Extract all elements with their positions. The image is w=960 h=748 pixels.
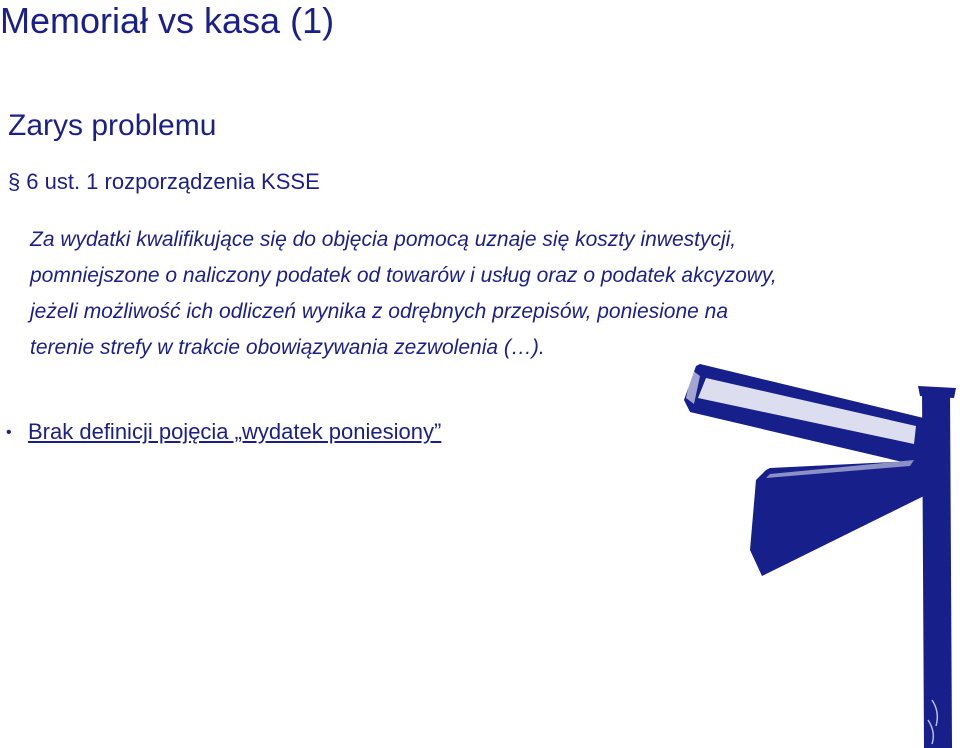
regulation-quote bbox=[30, 222, 950, 366]
quote-line: Za wydatki kwalifikujące się do objęcia pomocą uznaje się koszty inwestycji, bbox=[30, 228, 737, 251]
signpost-bracket bbox=[916, 456, 930, 468]
bullet-text: Brak definicji pojęcia „wydatek poniesiony” bbox=[28, 419, 442, 444]
quote-line: pomniejszone o naliczony podatek od towarów i usług oraz o podatek akcyzowy, bbox=[30, 264, 777, 287]
quote-line: terenie strefy w trakcie obowiązywania zezwolenia (…). bbox=[30, 336, 545, 359]
bullet-item bbox=[6, 418, 441, 447]
signpost-pole-cap bbox=[918, 386, 956, 398]
regulation-text: 6 ust. 1 rozporządzenia KSSE bbox=[26, 169, 320, 194]
slide-subtitle: Zarys problemu bbox=[8, 109, 217, 142]
signpost-icon bbox=[670, 360, 960, 748]
section-sign: § bbox=[8, 169, 21, 194]
slide-title: Memoriał vs kasa (1) bbox=[0, 0, 335, 41]
bullet-marker: • bbox=[6, 424, 12, 441]
regulation-reference bbox=[8, 168, 320, 196]
signpost-lower-board bbox=[750, 460, 932, 576]
quote-line: jeżeli możliwość ich odliczeń wynika z odrębnych przepisów, poniesione na bbox=[30, 300, 729, 323]
